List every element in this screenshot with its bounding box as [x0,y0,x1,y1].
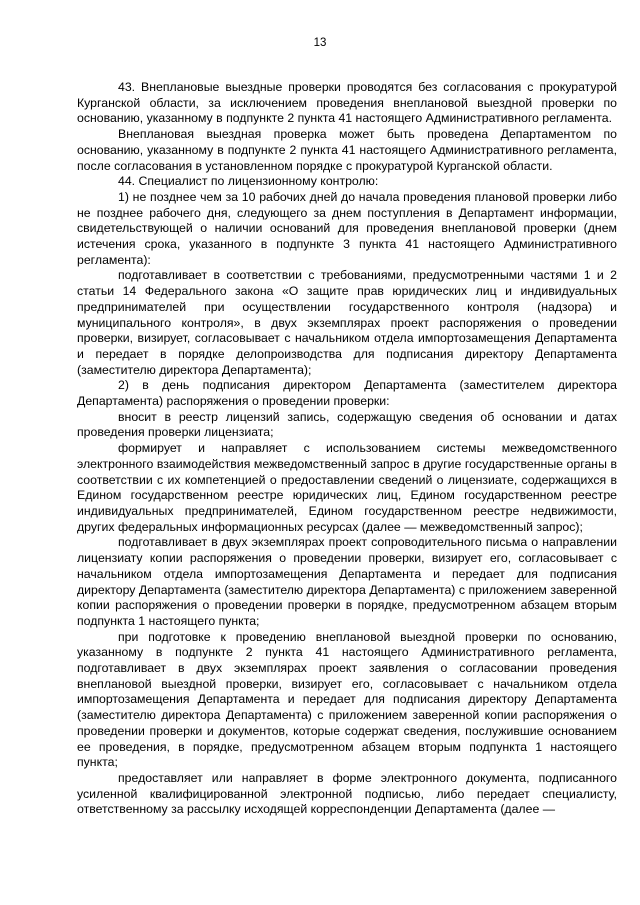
paragraph-unscheduled-inspection: Внеплановая выездная проверка может быть проведена Департаментом по основанию, указанному в подпункте 2 пункта 41 настоящего Административного регламента, после согласования в установленном порядке с прокуратурой Курганской области. [77,127,617,173]
paragraph-44: 44. Специалист по лицензионному контролю: [118,174,379,189]
subparagraph-2: 2) в день подписания директором Департамента (заместителем директора Департамента) распоряжения о проведении проверки: [77,378,617,409]
paragraph-43: 43. Внеплановые выездные проверки проводятся без согласования с прокуратурой Курганской области, за исключением проведения внеплановой выездной проверки по основанию, указанному в подпункте 2 пункта 41 настоящего Административного регламента. [77,80,617,126]
paragraph-interagency-request: формирует и направляет с использованием системы межведомственного электронного взаимодействия межведомственный запрос в другие государственные органы в соответствии с их компетенцией о предоставлении сведений о лицензиате, содержащихся в Едином государственном реестре юридических лиц, Едином государственном реестре индивидуальных предпринимателей, Едином государственном реестре недвижимости, других федеральных информационных ресурсах (далее — межведомственный запрос); [77,441,617,534]
document-body [77,80,617,818]
paragraph-registry-entry: вносит в реестр лицензий запись, содержащую сведения об основании и датах проведения проверки лицензиата; [77,409,617,440]
subparagraph-1: 1) не позднее чем за 10 рабочих дней до начала проведения плановой проверки либо не позднее рабочего дня, следующего за днем поступления в Департамент информации, свидетельствующей о наличии оснований для проведения внеплановой проверки (днем истечения срока, указанного в подпункте 3 пункта 41 настоящего Административного регламента): [77,189,617,267]
paragraph-cover-letter: подготавливает в двух экземплярах проект сопроводительного письма о направлении лицензиату копии распоряжения о проведении проверки, визирует его, согласовывает с начальником отдела импортозамещения Департамента и передает для подписания директору Департамента (заместителю директора Департамента) с приложением заверенной копии распоряжения о проведении проверки в порядке, предусмотренном абзацем вторым подпункта 1 настоящего пункта; [77,535,617,628]
paragraph-approval-application: при подготовке к проведению внеплановой выездной проверки по основанию, указанному в подпункте 2 пункта 41 настоящего Административного регламента, подготавливает в двух экземплярах проект заявления о согласовании проведения внеплановой выездной проверки, визирует его, согласовывает с начальником отдела импортозамещения Департамента и передает для подписания директору Департамента (заместителю директора Департамента) с приложением заверенной копии распоряжения о проведении проверки и документов, которые содержат сведения, послужившие основанием ее проведения, в порядке, предусмотренном абзацем вторым подпункта 1 настоящего пункта; [77,629,617,770]
page-number: 13 [313,37,327,49]
paragraph-prepares-order: подготавливает в соответствии с требованиями, предусмотренными частями 1 и 2 статьи 14 Федерального закона «О защите прав юридических лиц и индивидуальных предпринимателей при осуществлении государственного контроля (надзора) и муниципального контроля», в двух экземплярах проект распоряжения о проведении проверки, визирует, согласовывает с начальником отдела импортозамещения Департамента и передает в порядке делопроизводства для подписания директору Департамента (заместителю директора Департамента); [77,268,617,377]
paragraph-electronic-document: предоставляет или направляет в форме электронного документа, подписанного усиленной квалифицированной электронной подписью, либо передает специалисту, ответственному за рассылку исходящей корреспонденции Департамента (далее — [77,770,617,817]
